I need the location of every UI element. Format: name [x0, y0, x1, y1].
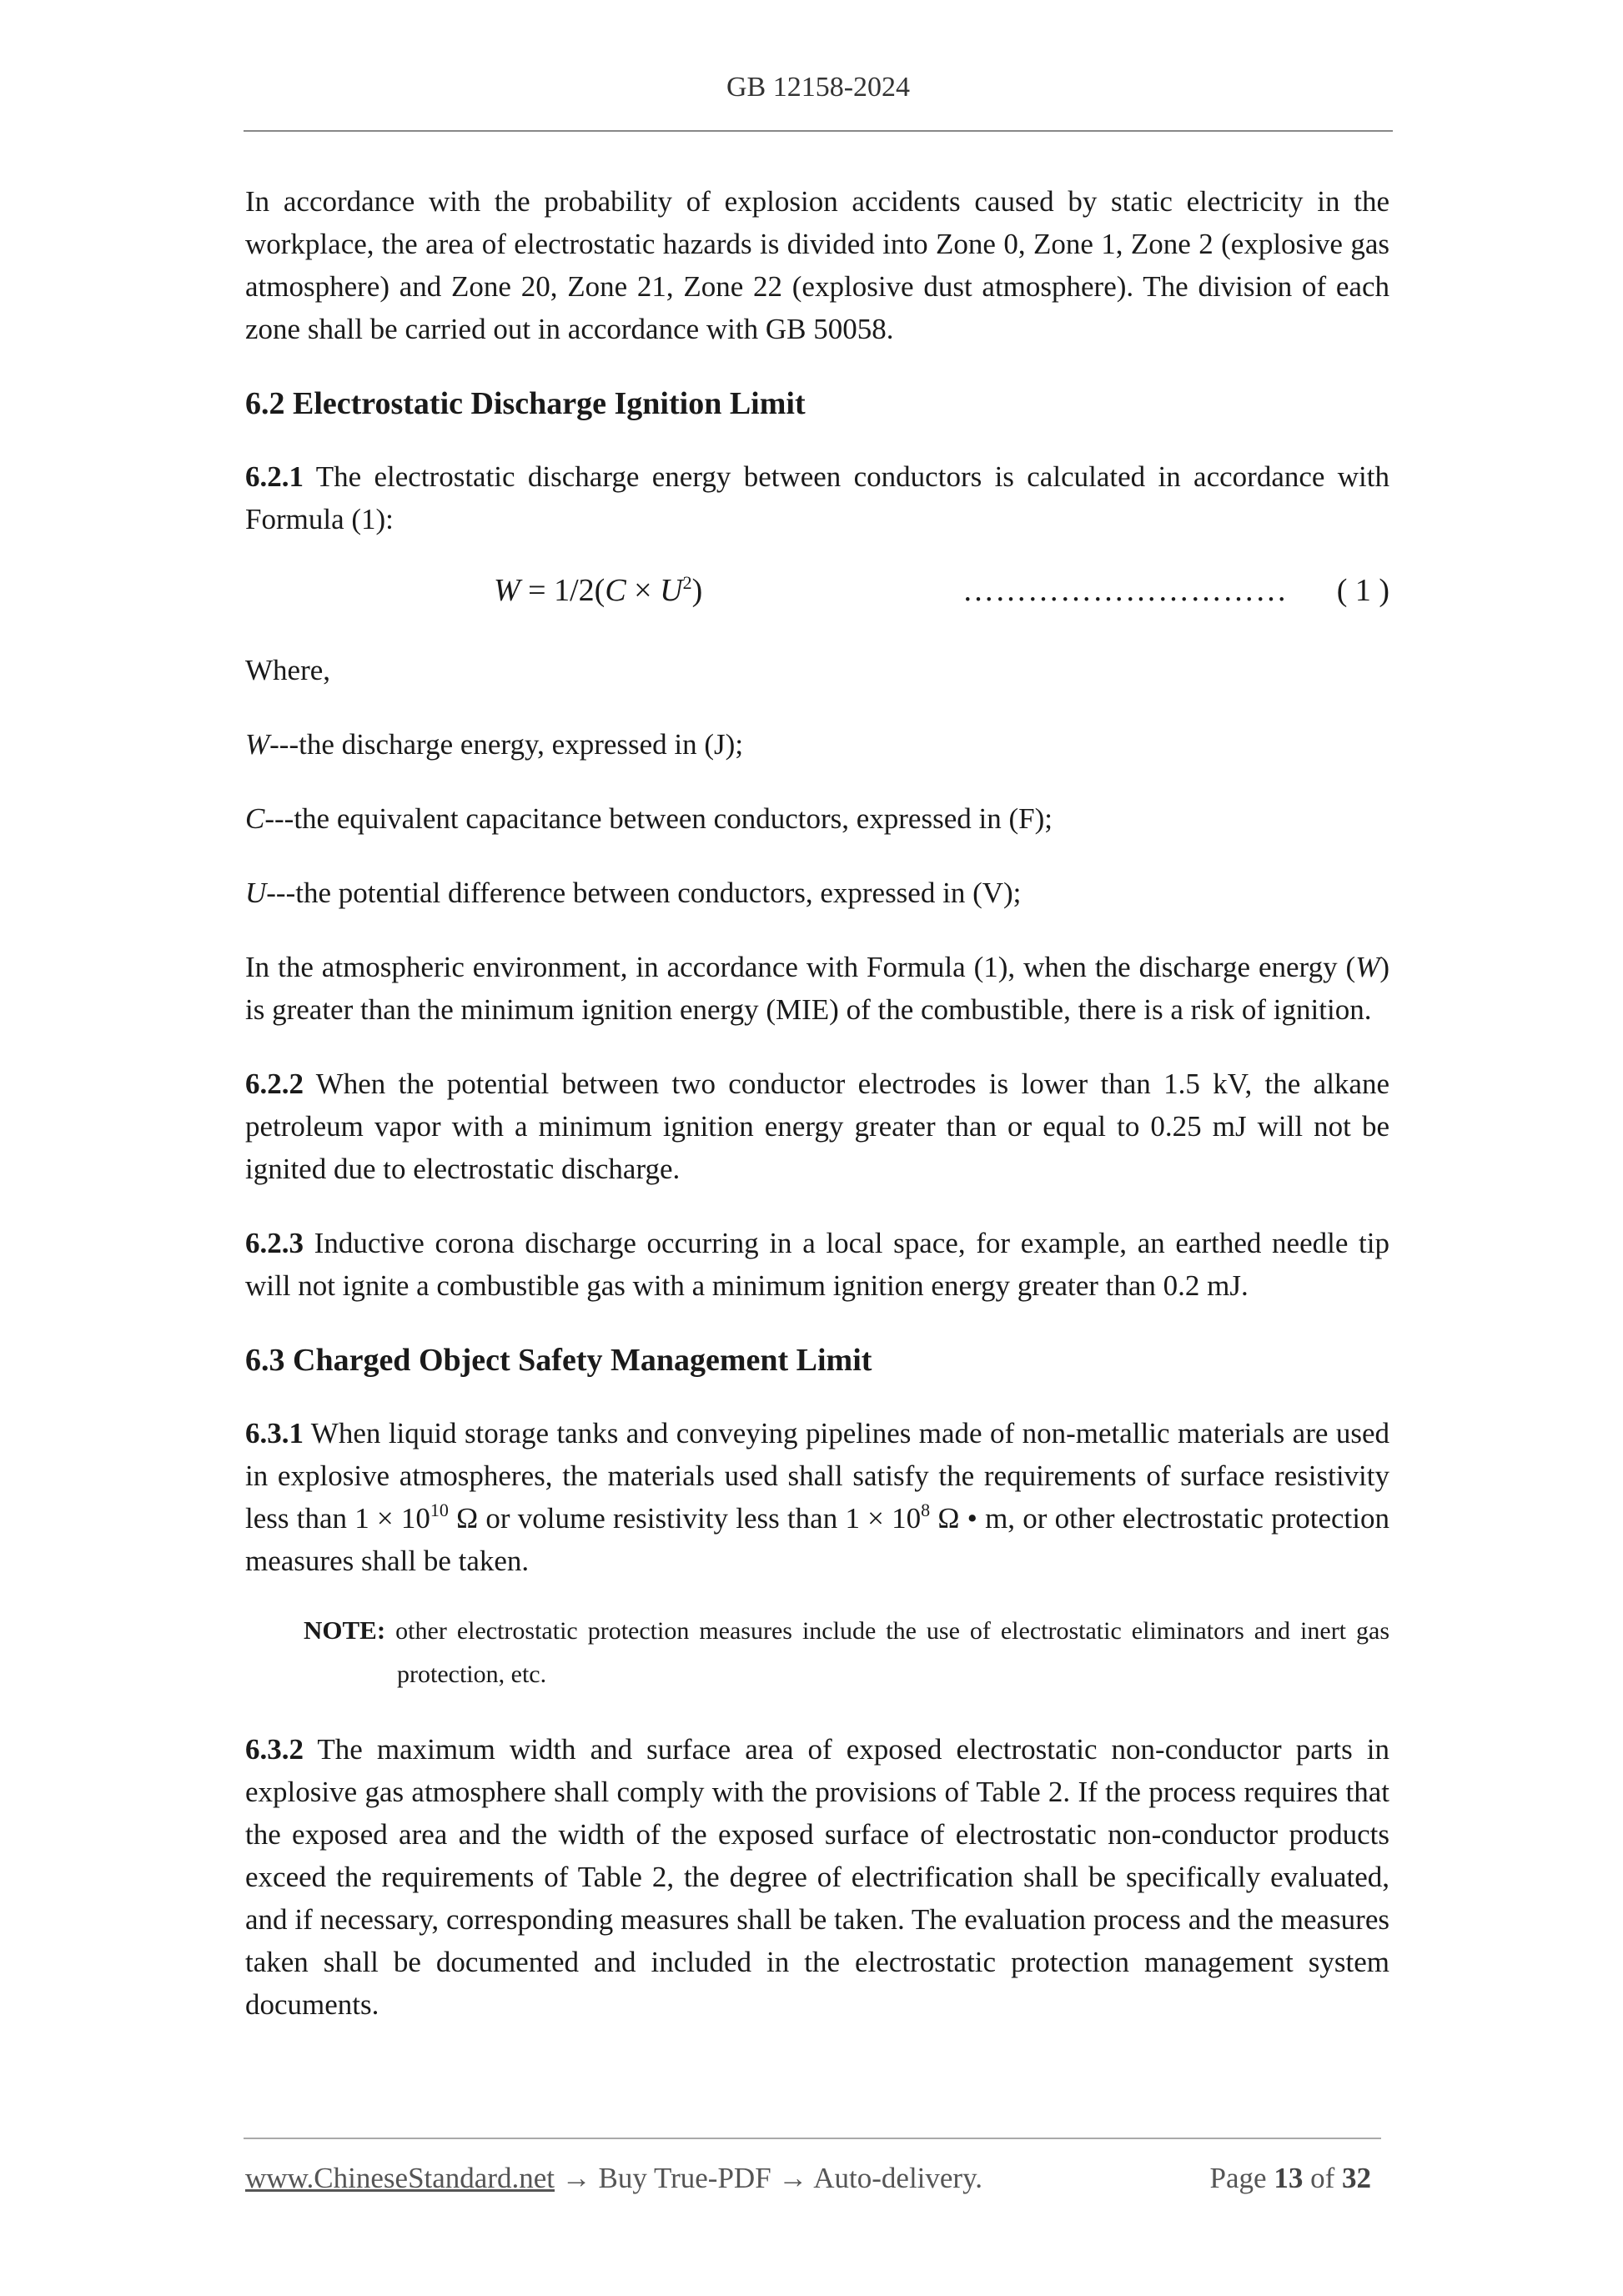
formula-var-c: C — [605, 573, 626, 608]
note-label: NOTE: — [304, 1615, 386, 1645]
clause-6-2-2 — [245, 1063, 1389, 1190]
definition-symbol: C — [245, 802, 265, 835]
formula-1 — [245, 572, 1389, 622]
formula-close: ) — [691, 573, 703, 608]
footer-buy-text: Buy True-PDF — [598, 2162, 771, 2194]
formula-leader-dots: ………………………… — [962, 573, 1288, 608]
ignition-risk-paragraph — [245, 946, 1389, 1031]
clause-number: 6.2.3 — [245, 1227, 304, 1259]
definition-w — [245, 723, 1389, 766]
of-label: of — [1310, 2162, 1335, 2194]
where-label: Where, — [245, 654, 331, 686]
page-number — [1210, 2162, 1371, 2195]
clause-6-2-1 — [245, 455, 1389, 540]
formula-var-w: W — [494, 573, 520, 608]
arrow-right-icon: → — [771, 2162, 814, 2194]
clause-number: 6.3.2 — [245, 1733, 304, 1766]
formula-var-u: U — [660, 573, 683, 608]
definition-text: ---the equivalent capacitance between conductors, expressed in (F); — [264, 802, 1053, 835]
header-divider — [244, 130, 1393, 132]
clause-6-2-3 — [245, 1222, 1389, 1307]
website-link[interactable]: www.ChineseStandard.net — [245, 2162, 555, 2194]
exponent: 10 — [430, 1500, 449, 1520]
formula-exponent: 2 — [682, 572, 692, 593]
formula-number: ( 1 ) — [1336, 573, 1389, 608]
clause-number: 6.2.1 — [245, 460, 304, 493]
page-content — [245, 180, 1389, 2057]
current-page: 13 — [1274, 2162, 1304, 2194]
clause-text: Ω or volume resistivity less than 1 × 10 — [448, 1502, 922, 1535]
clause-6-3-2 — [245, 1728, 1389, 2026]
risk-symbol-w: W — [1355, 951, 1380, 983]
risk-text-a: In the atmospheric environment, in accordance with Formula (1), when the discharge energy ( — [245, 951, 1356, 983]
definition-u — [245, 872, 1389, 914]
note — [304, 1609, 1389, 1696]
arrow-right-icon: → — [555, 2162, 599, 2194]
clause-6-3-1 — [245, 1412, 1389, 1582]
clause-text: Inductive corona discharge occurring in a local space, for example, an earthed needle tip will not ignite a combustible gas with a minimum ignition energy greater than 0.2 mJ. — [245, 1227, 1389, 1302]
note-text: other electrostatic protection measures include the use of electrostatic eliminators and inert gas protection, etc. — [385, 1617, 1389, 1688]
definition-text: ---the discharge energy, expressed in (J); — [269, 728, 744, 761]
footer-delivery-text: Auto-delivery. — [813, 2162, 983, 2194]
clause-text: Ω • m, or other electrostatic protection measures shall be taken. — [245, 1502, 1389, 1577]
clause-text: When liquid storage tanks and conveying pipelines made of non-metallic materials are used in explosive atmospheres, the materials used shall satisfy the requirements of surface resistivity less than 1 × 10 — [245, 1417, 1389, 1535]
clause-number: 6.2.2 — [245, 1068, 304, 1100]
footer-divider — [244, 2138, 1381, 2139]
clause-number: 6.3.1 — [245, 1417, 304, 1449]
definition-symbol: U — [245, 877, 267, 909]
formula-eq: = 1/2( — [520, 573, 605, 608]
formula-times: × — [626, 573, 661, 608]
definition-symbol: W — [245, 728, 270, 761]
page-footer — [245, 2162, 1381, 2203]
page-label: Page — [1209, 2162, 1267, 2194]
clause-text: The maximum width and surface area of exposed electrostatic non-conductor parts in explosive gas atmosphere shall comply with the provisions of Table 2. If the process requires that the exposed area and the width of the exposed surface of electrostatic non-conductor products exceed the requirements of Table 2, the degree of electrification shall be specifically evaluated, and if necessary, corresponding measures shall be taken. The evaluation process and the measures taken shall be documented and included in the electrostatic protection management system documents. — [245, 1733, 1389, 2021]
clause-text: The electrostatic discharge energy between conductors is calculated in accordance with Formula (1): — [245, 460, 1389, 535]
definition-c — [245, 797, 1389, 840]
definition-text: ---the potential difference between conductors, expressed in (V); — [266, 877, 1022, 909]
footer-promo — [245, 2162, 982, 2195]
intro-paragraph: In accordance with the probability of explosion accidents caused by static electricity in the workplace, the area of electrostatic hazards is divided into Zone 0, Zone 1, Zone 2 (explosive gas atmosphere) and Zone 20, Zone 21, Zone 22 (explosive dust atmosphere). The division of each zone shall be carried out in accordance with GB 50058. — [245, 185, 1389, 345]
section-heading-6-3: 6.3 Charged Object Safety Management Limit — [245, 1343, 872, 1378]
page-header: GB 12158-2024 — [726, 72, 911, 103]
formula-expression — [494, 572, 702, 609]
section-heading-6-2: 6.2 Electrostatic Discharge Ignition Limit — [245, 386, 806, 421]
clause-text: When the potential between two conductor electrodes is lower than 1.5 kV, the alkane petroleum vapor with a minimum ignition energy greater than or equal to 0.25 mJ will not be ignited due to electrostatic discharge. — [245, 1068, 1389, 1185]
exponent: 8 — [921, 1500, 931, 1520]
total-pages: 32 — [1342, 2162, 1371, 2194]
risk-text-b: ) is greater than the minimum ignition energy (MIE) of the combustible, there is a risk of ignition. — [245, 951, 1389, 1026]
